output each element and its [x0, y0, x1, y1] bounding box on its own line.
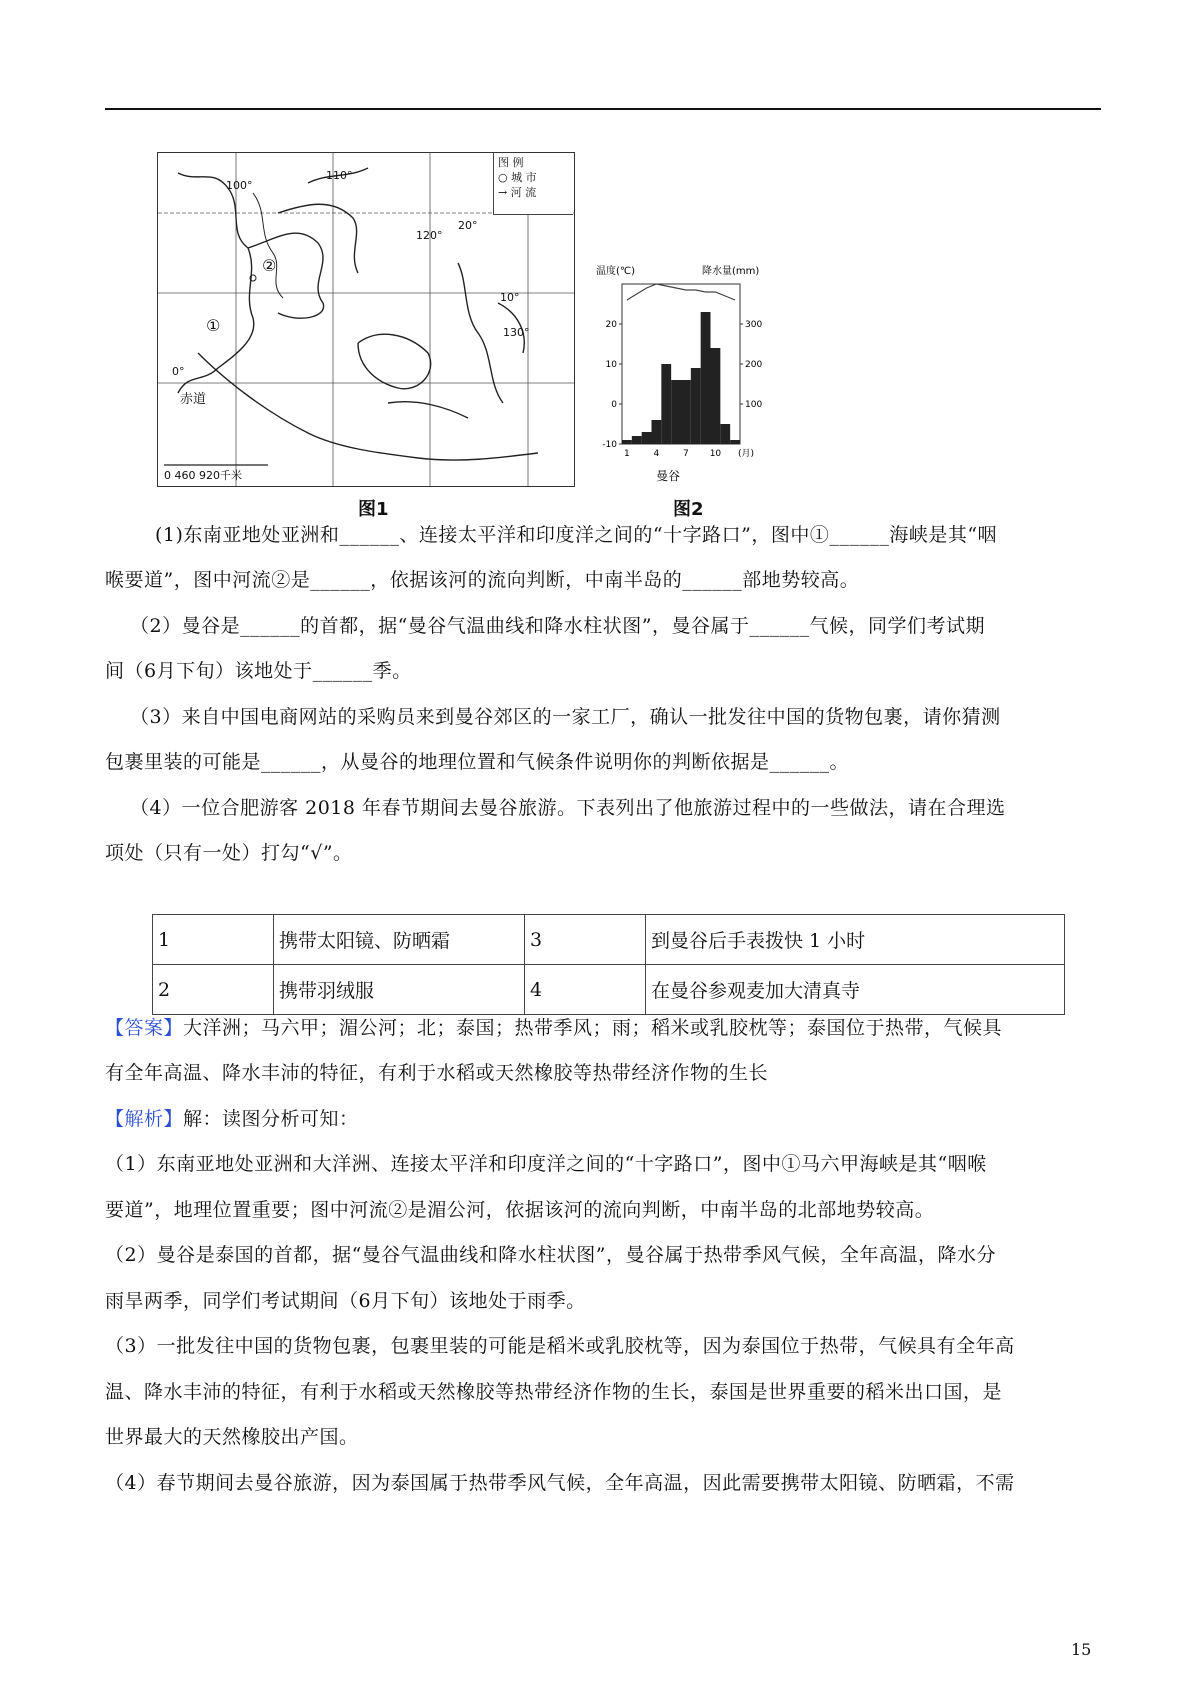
answer-line2: 有全年高温、降水丰沛的特征，有利于水稻或天然橡胶等热带经济作物的生长	[105, 1062, 769, 1084]
analysis-intro	[105, 1107, 1105, 1131]
precip-bar	[642, 432, 652, 444]
analysis-1-line2: 要道”，地理位置重要；图中河流②是湄公河，依据该河的流向判断，中南半岛的北部地势较高。	[105, 1199, 935, 1221]
left-tick-label: 10	[605, 360, 617, 370]
analysis-3-line1: （3）一批发往中国的货物包裹，包裹里装的可能是稻米或乳胶枕等，因为泰国位于热带，气候具有全年高	[105, 1335, 1015, 1357]
table-cell: 1	[153, 915, 274, 965]
lat0-label: 0°	[172, 365, 185, 378]
table-row	[153, 915, 1065, 965]
table-row	[153, 965, 1065, 1015]
analysis-tag: 【解析】	[105, 1108, 184, 1130]
lat20-label: 20°	[458, 219, 478, 232]
left-axis-title: 温度(℃)	[596, 266, 636, 277]
left-tick-label: -10	[602, 440, 617, 450]
right-tick-label: 200	[745, 360, 763, 370]
temperature-line	[627, 284, 735, 300]
lon130-label: 130°	[503, 326, 530, 339]
right-tick-label: 300	[745, 320, 763, 330]
analysis-1-line1: （1）东南亚地处亚洲和大洋洲、连接太平洋和印度洋之间的“十字路口”，图中①马六甲海峡是其“咽喉	[105, 1153, 987, 1175]
table-cell: 到曼谷后手表拨快 1 小时	[646, 915, 1065, 965]
precip-bar	[661, 364, 671, 444]
analysis-4-line1: （4）春节期间去曼谷旅游，因为泰国属于热带季风气候，全年高温，因此需要携带太阳镜、防晒霜，不需	[105, 1472, 1015, 1494]
legend-title: 图 例	[498, 156, 524, 169]
lon100-label: 100°	[226, 179, 253, 192]
figure2-chart	[590, 262, 770, 492]
figure2-caption: 图2	[673, 499, 704, 520]
answer-tag: 【答案】	[105, 1017, 184, 1039]
left-tick-label: 0	[611, 400, 617, 410]
precip-bar	[720, 424, 730, 444]
x-axis-unit: (月)	[738, 449, 755, 459]
figure1-caption: 图1	[358, 499, 389, 520]
figure1-map	[157, 152, 575, 487]
x-tick-label: 7	[683, 449, 689, 459]
precip-bar	[701, 312, 711, 444]
question-3-line2: 包裹里装的可能是______，从曼谷的地理位置和气候条件说明你的判断依据是______。	[105, 751, 850, 773]
analysis-2-line2: 雨旱两季，同学们考试期间（6月下旬）该地处于雨季。	[105, 1290, 586, 1312]
question-4-line1: （4）一位合肥游客 2018 年春节期间去曼谷旅游。下表列出了他旅游过程中的一些做法，请在合理选	[130, 797, 1006, 819]
coastlines	[178, 168, 538, 460]
river-mekong	[253, 193, 283, 298]
right-axis-title: 降水量(mm)	[702, 266, 760, 277]
x-tick-label: 4	[653, 449, 660, 459]
question-2-line1: （2）曼谷是______的首都，据“曼谷气温曲线和降水柱状图”，曼谷属于______气候，同学们考试期	[130, 615, 986, 637]
precip-bar	[652, 420, 662, 444]
right-tick-label: 100	[745, 400, 763, 410]
question-3-line1: （3）来自中国电商网站的采购员来到曼谷郊区的一家工厂，确认一批发往中国的货物包裹，请你猜测	[130, 706, 1001, 728]
table-cell: 携带太阳镜、防晒霜	[274, 915, 525, 965]
question-2-line2: 间（6月下旬）该地处于______季。	[105, 660, 412, 682]
table-cell: 2	[153, 965, 274, 1015]
options-table	[152, 914, 1065, 1015]
precip-bar	[671, 380, 681, 444]
lat10-label: 10°	[500, 291, 520, 304]
map-legend	[493, 153, 573, 215]
page-number: 15	[1071, 1640, 1092, 1659]
analysis-3-line3: 世界最大的天然橡胶出产国。	[105, 1426, 359, 1448]
equator-label: 赤道	[180, 392, 207, 407]
table-cell: 在曼谷参观麦加大清真寺	[646, 965, 1065, 1015]
table-cell: 3	[525, 915, 646, 965]
question-1-line1: (1)东南亚地处亚洲和______、连接太平洋和印度洋之间的“十字路口”，图中①______海峡是其“咽	[155, 524, 998, 546]
answer-line1	[105, 1016, 1105, 1040]
scale-label: 0 460 920千米	[164, 469, 242, 482]
question-1-line2: 喉要道”，图中河流②是______，依据该河的流向判断，中南半岛的______部地势较高。	[105, 569, 860, 591]
x-tick-label: 1	[624, 449, 630, 459]
precip-bar	[730, 440, 740, 444]
header-rule	[105, 108, 1101, 110]
left-tick-label: 20	[605, 320, 617, 330]
river-marker: ②	[262, 256, 277, 275]
analysis-2-line1: （2）曼谷是泰国的首都，据“曼谷气温曲线和降水柱状图”，曼谷属于热带季风气候，全年高温，降水分	[105, 1244, 997, 1266]
answer-text: 大洋洲；马六甲；湄公河；北；泰国；热带季风；雨；稻米或乳胶枕等；泰国位于热带，气候具	[183, 1017, 1003, 1039]
precip-bar	[681, 380, 691, 444]
precip-bar	[691, 368, 701, 444]
city-label: 曼谷	[656, 469, 681, 483]
question-4-line2: 项处（只有一处）打勾“√”。	[105, 842, 353, 864]
precip-bar	[711, 348, 721, 444]
lon110-label: 110°	[326, 169, 353, 182]
precip-bar	[622, 440, 632, 444]
analysis-intro-text: 解：读图分析可知：	[183, 1108, 359, 1130]
table-cell: 4	[525, 965, 646, 1015]
x-tick-label: 10	[709, 449, 722, 459]
legend-city: ○ 城 市	[498, 171, 537, 184]
legend-river: → 河 流	[498, 186, 537, 199]
climate-chart-svg	[590, 262, 770, 492]
strait-marker: ①	[206, 316, 221, 335]
table-cell: 携带羽绒服	[274, 965, 525, 1015]
lon120-label: 120°	[416, 229, 443, 242]
precip-bar	[632, 436, 642, 444]
analysis-3-line2: 温、降水丰沛的特征，有利于水稻或天然橡胶等热带经济作物的生长，泰国是世界重要的稻米出口国，是	[105, 1381, 1003, 1403]
